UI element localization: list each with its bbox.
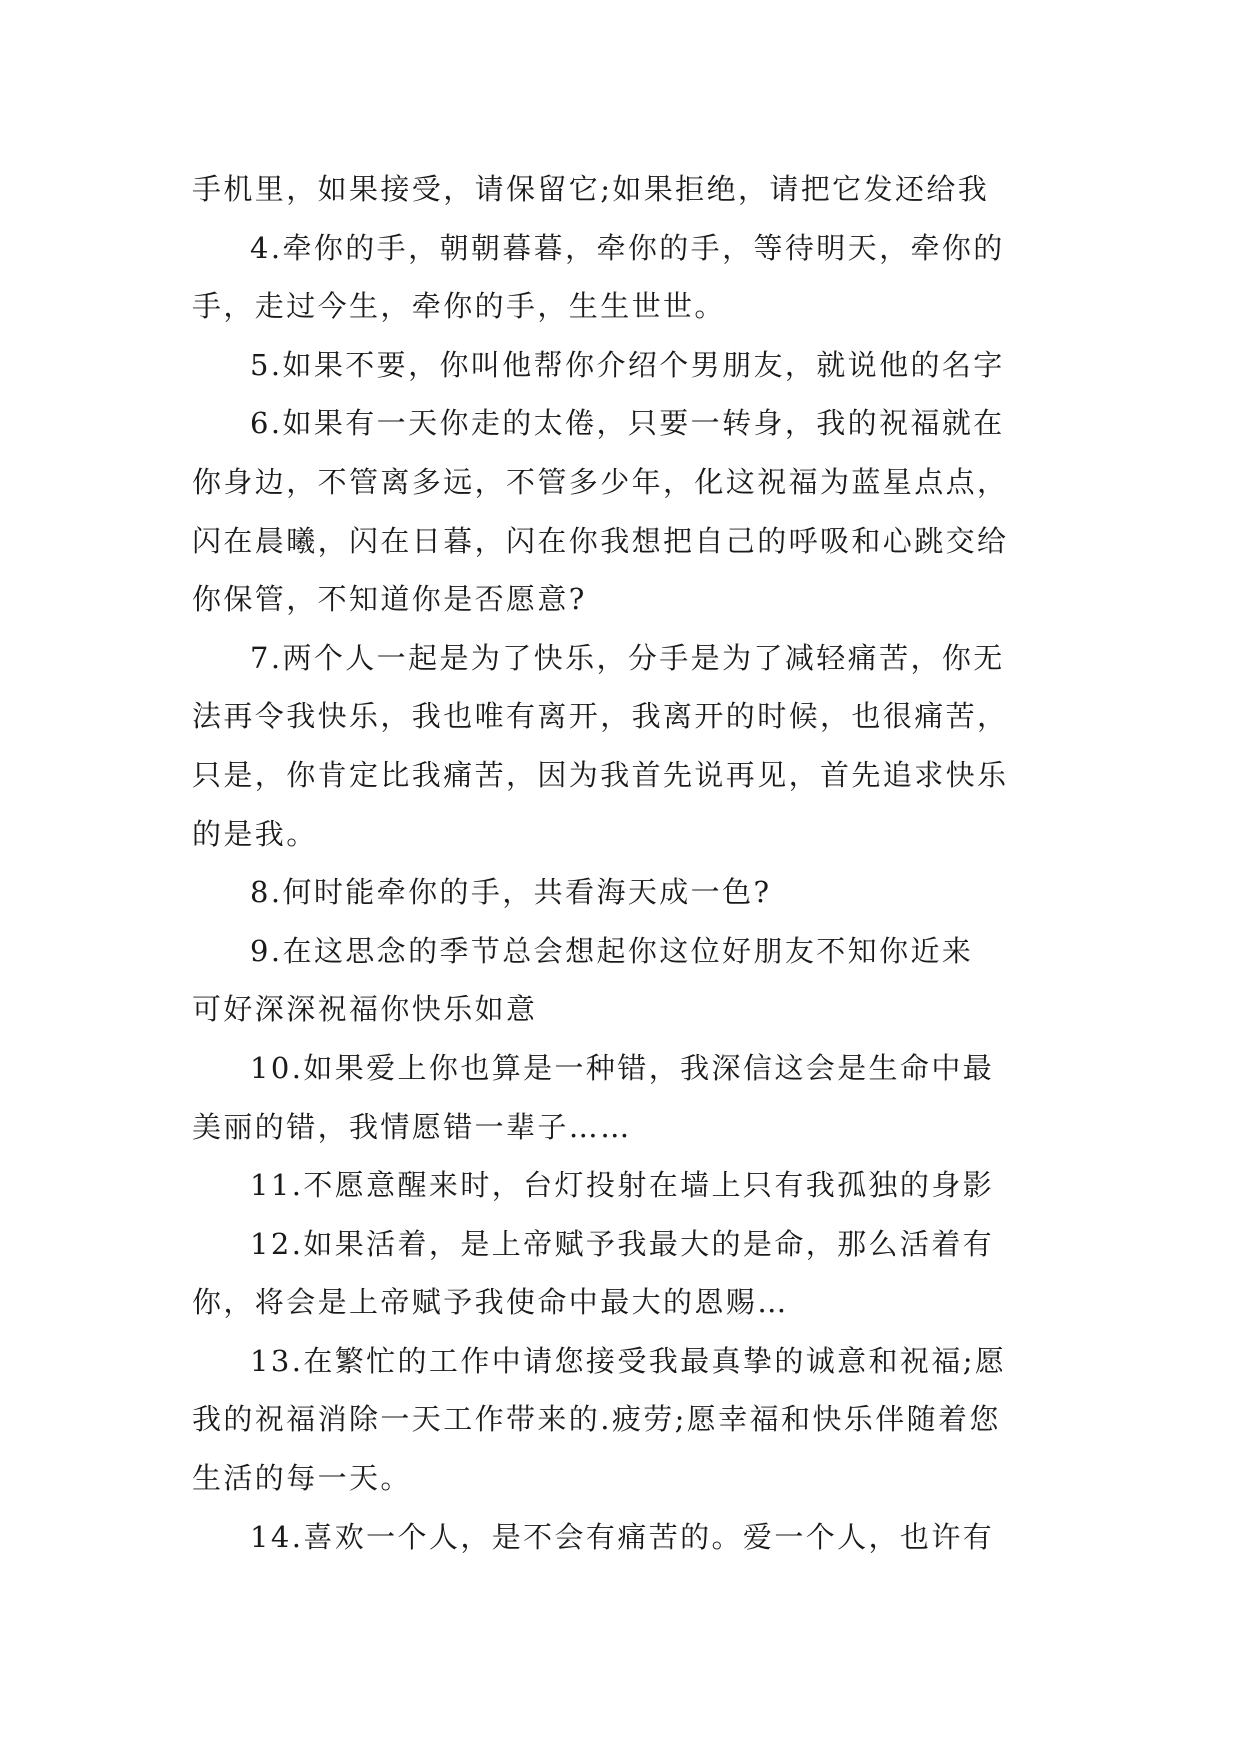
text-line: 11.不愿意醒来时，台灯投射在墙上只有我孤独的身影 <box>250 1168 995 1203</box>
text-line: 5.如果不要，你叫他帮你介绍个男朋友，就说他的名字 <box>250 347 1005 382</box>
text-line: 美丽的错，我情愿错一辈子…… <box>192 1109 632 1144</box>
text-line: 10.如果爱上你也算是一种错，我深信这会是生命中最 <box>250 1050 995 1085</box>
text-line: 4.牵你的手，朝朝暮暮，牵你的手，等待明天，牵你的 <box>250 230 1005 265</box>
text-line: 手，走过今生，牵你的手，生生世世。 <box>192 289 726 324</box>
text-line: 6.如果有一天你走的太倦，只要一转身，我的祝福就在 <box>250 406 1005 441</box>
text-line: 你身边，不管离多远，不管多少年，化这祝福为蓝星点点， <box>192 464 1009 499</box>
text-line: 我的祝福消除一天工作带来的.疲劳;愿幸福和快乐伴随着您 <box>192 1402 1001 1437</box>
document-body <box>192 160 1052 1566</box>
text-line: 生活的每一天。 <box>192 1461 412 1496</box>
text-line: 可好深深祝福你快乐如意 <box>192 992 538 1027</box>
text-line: 你保管，不知道你是否愿意? <box>192 582 587 617</box>
text-line: 的是我。 <box>192 816 318 851</box>
text-line: 13.在繁忙的工作中请您接受我最真挚的诚意和祝福;愿 <box>250 1343 1007 1378</box>
text-line: 14.喜欢一个人，是不会有痛苦的。爱一个人，也许有 <box>250 1519 995 1554</box>
text-line: 12.如果活着，是上帝赋予我最大的是命，那么活着有 <box>250 1226 995 1261</box>
text-line: 7.两个人一起是为了快乐，分手是为了减轻痛苦，你无 <box>250 640 1005 675</box>
text-line: 闪在晨曦，闪在日暮，闪在你我想把自己的呼吸和心跳交给 <box>192 523 1009 558</box>
text-line: 9.在这思念的季节总会想起你这位好朋友不知你近来 <box>250 933 974 968</box>
text-line: 8.何时能牵你的手，共看海天成一色? <box>250 875 772 910</box>
text-line: 只是，你肯定比我痛苦，因为我首先说再见，首先追求快乐 <box>192 757 1009 792</box>
text-line: 法再令我快乐，我也唯有离开，我离开的时候，也很痛苦， <box>192 699 1009 734</box>
text-line: 手机里，如果接受，请保留它;如果拒绝，请把它发还给我 <box>192 172 990 206</box>
text-line: 你，将会是上帝赋予我使命中最大的恩赐… <box>192 1285 789 1320</box>
